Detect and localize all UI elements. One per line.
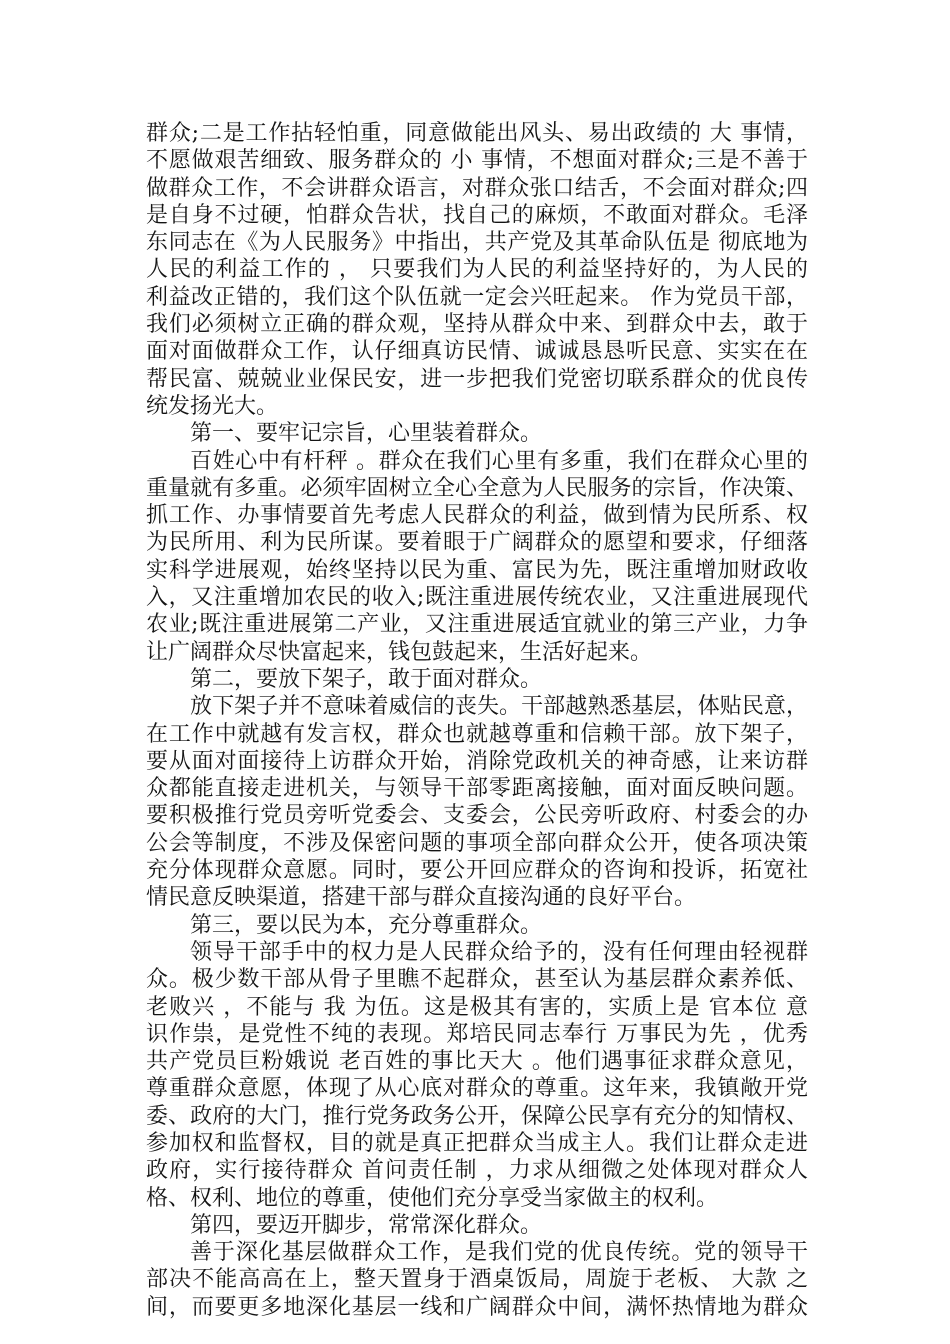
text-line: 政府，实行接待群众 首问责任制 ，力求从细微之处体现对群众人	[146, 1158, 808, 1184]
text-line: 要从面对面接待上访群众开始，消除党政机关的神奇感，让来访群	[146, 748, 808, 774]
text-line: 尊重群众意愿，体现了从心底对群众的尊重。这年来，我镇敞开党	[146, 1076, 808, 1102]
text-line: 间，而要更多地深化基层一线和广阔群众中间，满怀热情地为群众	[146, 1294, 808, 1320]
text-line: 在工作中就越有发言权，群众也就越尊重和信赖干部。放下架子，	[146, 721, 808, 747]
text-line: 公会等制度，不涉及保密问题的事项全部向群众公开，使各项决策	[146, 830, 808, 856]
section-heading-line: 第一、要牢记宗旨，心里装着群众。	[190, 421, 543, 447]
text-line: 共产党员巨粉娥说 老百姓的事比天大 。他们遇事征求群众意见，	[146, 1049, 808, 1075]
text-line: 部决不能高高在上，整天置身于酒桌饭局，周旋于老板、 大款 之	[146, 1267, 808, 1293]
section-heading-line: 第三，要以民为本，充分尊重群众。	[190, 912, 543, 938]
section-heading-line: 第二，要放下架子，敢于面对群众。	[190, 666, 543, 692]
text-line: 参加权和监督权，目的就是真正把群众当成主人。我们让群众走进	[146, 1130, 808, 1156]
text-line: 老败兴 ，不能与 我 为伍。这是极其有害的，实质上是 官本位 意	[146, 994, 808, 1020]
text-line: 是自身不过硬，怕群众告状，找自己的麻烦，不敢面对群众。毛泽	[146, 202, 808, 228]
text-line: 百姓心中有杆秤 。群众在我们心里有多重，我们在群众心里的	[190, 448, 808, 474]
text-line: 做群众工作，不会讲群众语言，对群众张口结舌，不会面对群众;四	[146, 175, 808, 201]
text-line: 委、政府的大门，推行党务政务公开，保障公民享有充分的知情权、	[146, 1103, 808, 1129]
text-line: 放下架子并不意味着威信的丧失。干部越熟悉基层，体贴民意，	[190, 694, 808, 720]
text-line: 情民意反映渠道，搭建干部与群众直接沟通的良好平台。	[146, 885, 697, 911]
section-heading-line: 第四，要迈开脚步，常常深化群众。	[190, 1212, 543, 1238]
text-line: 统发扬光大。	[146, 393, 279, 419]
text-line: 实科学进展观，始终坚持以民为重、富民为先，既注重增加财政收	[146, 557, 808, 583]
text-line: 充分体现群众意愿。同时，要公开回应群众的咨询和投诉，拓宽社	[146, 858, 808, 884]
text-line: 识作祟，是党性不纯的表现。郑培民同志奉行 万事民为先 ，优秀	[146, 1021, 808, 1047]
text-line: 格、权利、地位的尊重，使他们充分享受当家做主的权利。	[146, 1185, 719, 1211]
text-line: 东同志在《为人民服务》中指出，共产党及其革命队伍是 彻底地为	[146, 230, 808, 256]
text-line: 要积极推行党员旁听党委会、支委会，公民旁听政府、村委会的办	[146, 803, 808, 829]
text-line: 重量就有多重。必须牢固树立全心全意为人民服务的宗旨，作决策、	[146, 475, 808, 501]
text-line: 农业;既注重进展第二产业，又注重进展适宜就业的第三产业，力争	[146, 612, 808, 638]
text-line: 我们必须树立正确的群众观，坚持从群众中来、到群众中去，敢于	[146, 312, 808, 338]
text-line: 面对面做群众工作，认仔细真访民情、诚诚恳恳听民意、实实在在	[146, 339, 808, 365]
text-line: 众。极少数干部从骨子里瞧不起群众，甚至认为基层群众素养低、	[146, 967, 808, 993]
text-line: 利益改正错的，我们这个队伍就一定会兴旺起来。 作为党员干部，	[146, 284, 808, 310]
text-line: 入，又注重增加农民的收入;既注重进展传统农业，又注重进展现代	[146, 585, 808, 611]
text-line: 为民所用、利为民所谋。要着眼于广阔群众的愿望和要求，仔细落	[146, 530, 808, 556]
text-line: 让广阔群众尽快富起来，钱包鼓起来，生活好起来。	[146, 639, 653, 665]
text-line: 领导干部手中的权力是人民群众给予的，没有任何理由轻视群	[190, 939, 808, 965]
text-line: 群众;二是工作拈轻怕重，同意做能出风头、易出政绩的 大 事情，	[146, 121, 808, 146]
text-line: 抓工作、办事情要首先考虑人民群众的利益，做到情为民所系、权	[146, 503, 808, 529]
text-line: 人民的利益工作的 ， 只要我们为人民的利益坚持好的，为人民的	[146, 257, 808, 283]
document-body	[146, 120, 808, 1321]
text-line: 帮民富、兢兢业业保民安，进一步把我们党密切联系群众的优良传	[146, 366, 808, 392]
text-line: 众都能直接走进机关，与领导干部零距离接触，面对面反映问题。	[146, 776, 808, 802]
text-line: 不愿做艰苦细致、服务群众的 小 事情，不想面对群众;三是不善于	[146, 148, 808, 174]
text-line: 善于深化基层做群众工作，是我们党的优良传统。党的领导干	[190, 1240, 808, 1266]
